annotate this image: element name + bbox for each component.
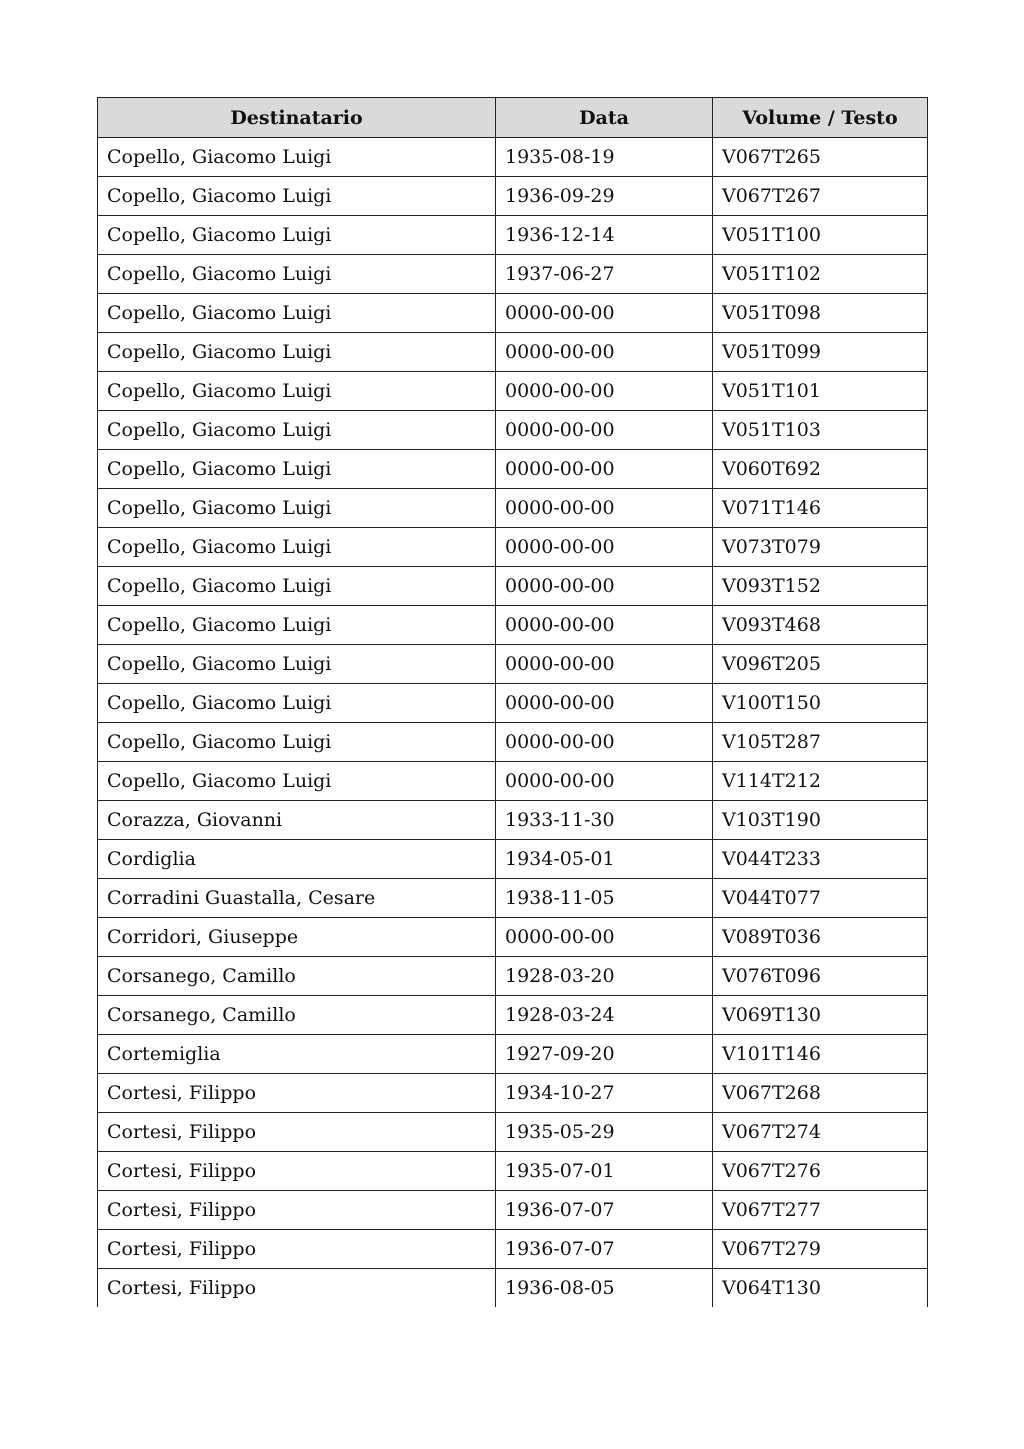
cell-volume-testo: V067T267 [713, 177, 928, 216]
cell-destinatario: Copello, Giacomo Luigi [98, 255, 496, 294]
table-row [98, 333, 928, 372]
table-row [98, 996, 928, 1035]
cell-data: 1936-09-29 [496, 177, 713, 216]
table-row [98, 645, 928, 684]
cell-data: 1935-05-29 [496, 1113, 713, 1152]
cell-data: 1928-03-20 [496, 957, 713, 996]
cell-data: 1934-05-01 [496, 840, 713, 879]
cell-destinatario: Copello, Giacomo Luigi [98, 177, 496, 216]
cell-data: 0000-00-00 [496, 333, 713, 372]
header-data: Data [496, 98, 713, 138]
table-row [98, 567, 928, 606]
cell-data: 1936-07-07 [496, 1230, 713, 1269]
cell-volume-testo: V067T268 [713, 1074, 928, 1113]
cell-data: 0000-00-00 [496, 528, 713, 567]
cell-destinatario: Cortesi, Filippo [98, 1230, 496, 1269]
cell-data: 0000-00-00 [496, 723, 713, 762]
cell-volume-testo: V044T233 [713, 840, 928, 879]
cell-data: 0000-00-00 [496, 762, 713, 801]
table-row [98, 879, 928, 918]
cell-volume-testo: V093T468 [713, 606, 928, 645]
cell-destinatario: Copello, Giacomo Luigi [98, 528, 496, 567]
cell-data: 1927-09-20 [496, 1035, 713, 1074]
cell-destinatario: Copello, Giacomo Luigi [98, 762, 496, 801]
cell-volume-testo: V073T079 [713, 528, 928, 567]
cell-data: 0000-00-00 [496, 567, 713, 606]
cell-data: 0000-00-00 [496, 918, 713, 957]
table-row [98, 528, 928, 567]
cell-destinatario: Cordiglia [98, 840, 496, 879]
cell-volume-testo: V064T130 [713, 1269, 928, 1308]
table-row [98, 1230, 928, 1269]
cell-data: 1936-12-14 [496, 216, 713, 255]
table-row [98, 840, 928, 879]
cell-destinatario: Cortesi, Filippo [98, 1113, 496, 1152]
cell-destinatario: Cortemiglia [98, 1035, 496, 1074]
cell-data: 0000-00-00 [496, 645, 713, 684]
table-row [98, 294, 928, 333]
cell-volume-testo: V067T277 [713, 1191, 928, 1230]
table-row [98, 1035, 928, 1074]
table-body [98, 138, 928, 1308]
header-volume-testo: Volume / Testo [713, 98, 928, 138]
table-row [98, 1113, 928, 1152]
table-row [98, 1152, 928, 1191]
cell-destinatario: Corsanego, Camillo [98, 957, 496, 996]
cell-destinatario: Copello, Giacomo Luigi [98, 645, 496, 684]
cell-volume-testo: V067T265 [713, 138, 928, 177]
table-row [98, 1074, 928, 1113]
cell-data: 1935-07-01 [496, 1152, 713, 1191]
cell-volume-testo: V067T276 [713, 1152, 928, 1191]
table-row [98, 177, 928, 216]
table-row [98, 1191, 928, 1230]
cell-destinatario: Copello, Giacomo Luigi [98, 606, 496, 645]
cell-volume-testo: V067T274 [713, 1113, 928, 1152]
cell-destinatario: Copello, Giacomo Luigi [98, 294, 496, 333]
cell-data: 0000-00-00 [496, 450, 713, 489]
cell-destinatario: Copello, Giacomo Luigi [98, 723, 496, 762]
table-row [98, 801, 928, 840]
cell-volume-testo: V100T150 [713, 684, 928, 723]
cell-data: 0000-00-00 [496, 411, 713, 450]
cell-data: 0000-00-00 [496, 684, 713, 723]
table-row [98, 255, 928, 294]
table-header-row [98, 98, 928, 138]
cell-data: 1928-03-24 [496, 996, 713, 1035]
cell-destinatario: Copello, Giacomo Luigi [98, 333, 496, 372]
table-row [98, 372, 928, 411]
table-row [98, 957, 928, 996]
cell-destinatario: Copello, Giacomo Luigi [98, 567, 496, 606]
cell-data: 1936-08-05 [496, 1269, 713, 1308]
cell-destinatario: Corridori, Giuseppe [98, 918, 496, 957]
cell-destinatario: Copello, Giacomo Luigi [98, 450, 496, 489]
cell-volume-testo: V101T146 [713, 1035, 928, 1074]
cell-destinatario: Corradini Guastalla, Cesare [98, 879, 496, 918]
cell-volume-testo: V071T146 [713, 489, 928, 528]
cell-volume-testo: V051T102 [713, 255, 928, 294]
cell-data: 0000-00-00 [496, 489, 713, 528]
table-row [98, 684, 928, 723]
cell-volume-testo: V105T287 [713, 723, 928, 762]
table-row [98, 762, 928, 801]
cell-data: 1933-11-30 [496, 801, 713, 840]
cell-volume-testo: V067T279 [713, 1230, 928, 1269]
cell-volume-testo: V089T036 [713, 918, 928, 957]
table-row [98, 1269, 928, 1308]
letters-index-table [97, 97, 928, 1307]
cell-destinatario: Corazza, Giovanni [98, 801, 496, 840]
table-row [98, 138, 928, 177]
cell-volume-testo: V044T077 [713, 879, 928, 918]
table-row [98, 450, 928, 489]
table-row [98, 489, 928, 528]
cell-volume-testo: V051T103 [713, 411, 928, 450]
cell-data: 1938-11-05 [496, 879, 713, 918]
cell-volume-testo: V096T205 [713, 645, 928, 684]
cell-volume-testo: V051T098 [713, 294, 928, 333]
cell-destinatario: Cortesi, Filippo [98, 1191, 496, 1230]
cell-data: 1934-10-27 [496, 1074, 713, 1113]
cell-data: 1937-06-27 [496, 255, 713, 294]
cell-data: 1936-07-07 [496, 1191, 713, 1230]
cell-volume-testo: V051T100 [713, 216, 928, 255]
cell-destinatario: Cortesi, Filippo [98, 1074, 496, 1113]
cell-destinatario: Cortesi, Filippo [98, 1269, 496, 1308]
table-row [98, 918, 928, 957]
cell-destinatario: Copello, Giacomo Luigi [98, 411, 496, 450]
cell-volume-testo: V051T099 [713, 333, 928, 372]
cell-volume-testo: V076T096 [713, 957, 928, 996]
table-row [98, 606, 928, 645]
cell-volume-testo: V093T152 [713, 567, 928, 606]
cell-volume-testo: V114T212 [713, 762, 928, 801]
header-destinatario: Destinatario [98, 98, 496, 138]
cell-destinatario: Copello, Giacomo Luigi [98, 138, 496, 177]
cell-data: 0000-00-00 [496, 606, 713, 645]
cell-destinatario: Cortesi, Filippo [98, 1152, 496, 1191]
table-row [98, 411, 928, 450]
cell-data: 0000-00-00 [496, 372, 713, 411]
cell-destinatario: Corsanego, Camillo [98, 996, 496, 1035]
table-row [98, 216, 928, 255]
cell-destinatario: Copello, Giacomo Luigi [98, 216, 496, 255]
cell-volume-testo: V069T130 [713, 996, 928, 1035]
cell-destinatario: Copello, Giacomo Luigi [98, 489, 496, 528]
table-row [98, 723, 928, 762]
cell-volume-testo: V051T101 [713, 372, 928, 411]
cell-destinatario: Copello, Giacomo Luigi [98, 684, 496, 723]
cell-volume-testo: V103T190 [713, 801, 928, 840]
cell-destinatario: Copello, Giacomo Luigi [98, 372, 496, 411]
cell-data: 0000-00-00 [496, 294, 713, 333]
cell-data: 1935-08-19 [496, 138, 713, 177]
cell-volume-testo: V060T692 [713, 450, 928, 489]
